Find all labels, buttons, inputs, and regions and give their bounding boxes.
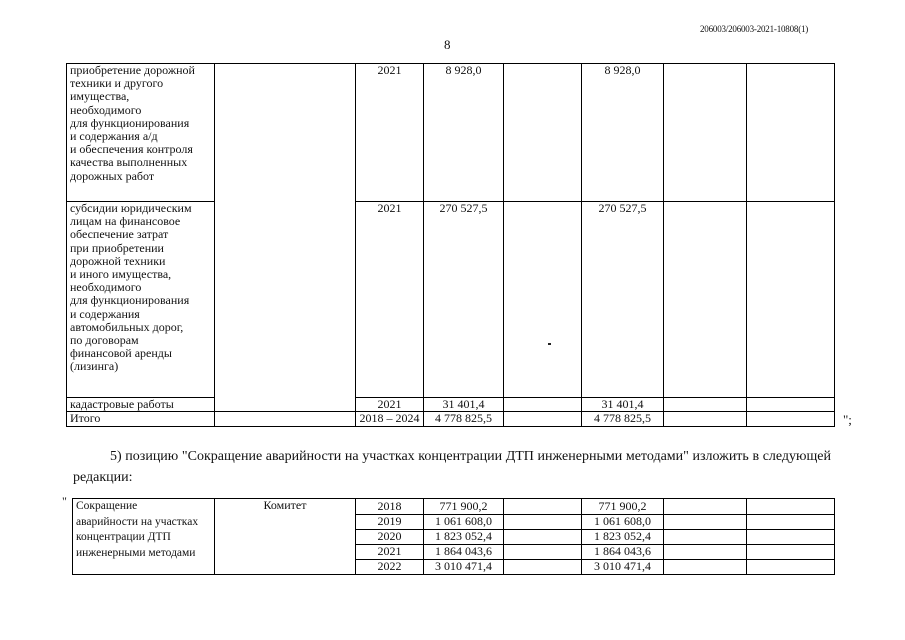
year-cell: 2018 – 2024 [356,412,424,427]
value-cell [747,499,835,515]
value-cell [664,530,747,545]
value-cell [664,64,747,202]
value-cell [504,560,582,575]
item-name-line: финансовой аренды [70,346,172,361]
value-cell [664,412,747,427]
value-cell [504,545,582,560]
item-name-line: по договорам [70,333,139,348]
total-cell: 771 900,2 [424,499,504,515]
item-name-line: и содержания [70,306,140,321]
funding-table-continued [66,63,835,427]
item-name-line: дорожных работ [70,168,155,183]
value-cell [664,398,747,412]
table-row [67,64,835,202]
table-row [73,499,835,515]
value-cell [504,499,582,515]
item-name-cell: Итого [67,412,215,427]
item-name-line: аварийности на участках [76,515,199,528]
executor-cell [215,64,356,412]
item-name-line: и содержания а/д [70,129,158,144]
year-cell: 2021 [356,398,424,412]
item-name-cell [67,202,215,398]
value-cell: 8 928,0 [582,64,664,202]
year-cell: 2022 [356,560,424,575]
value-cell: 1 061 608,0 [582,515,664,530]
value-cell: 270 527,5 [582,202,664,398]
item-name-line: лицам на финансовое [70,214,181,229]
year-cell: 2021 [356,545,424,560]
value-cell [664,499,747,515]
executor-cell: Комитет [215,499,356,575]
value-cell: 1 864 043,6 [582,545,664,560]
value-cell [747,560,835,575]
value-cell [504,515,582,530]
total-cell: 4 778 825,5 [424,412,504,427]
scan-speck [548,343,551,345]
value-cell [504,530,582,545]
item-name-line: техники и другого [70,76,164,91]
item-name-line: качества выполненных [70,155,188,170]
table-row [67,202,835,398]
value-cell [664,515,747,530]
item-name-line: имущества, [70,89,130,104]
value-cell [747,398,835,412]
item-name-line: автомобильных дорог, [70,319,184,334]
value-cell [747,202,835,398]
total-cell: 1 061 608,0 [424,515,504,530]
value-cell [504,202,582,398]
item-name-line: и обеспечения контроля [70,142,193,157]
total-cell: 1 823 052,4 [424,530,504,545]
item-name-line: инженерными методами [76,546,196,559]
total-cell: 3 010 471,4 [424,560,504,575]
value-cell [664,202,747,398]
total-cell: 8 928,0 [424,64,504,202]
value-cell [504,398,582,412]
item-name-line: для функционирования [70,115,190,130]
item-name-line: Сокращение [76,500,138,512]
closing-quote-mark: "; [843,412,852,427]
value-cell [664,545,747,560]
item-name-line: для функционирования [70,293,190,308]
value-cell [747,412,835,427]
value-cell [664,560,747,575]
opening-quote-mark: " [62,494,67,508]
year-cell: 2021 [356,202,424,398]
item-name-line: при приобретении [70,240,164,255]
item-name-line: обеспечение затрат [70,227,169,242]
value-cell [747,530,835,545]
item-name-line: дорожной техники [70,253,166,268]
item-name-cell [73,499,215,575]
value-cell [747,545,835,560]
instruction-paragraph [73,446,831,488]
document-id: 206003/206003-2021-10808(1) [700,24,809,34]
page-number: 8 [444,37,451,52]
value-cell [504,64,582,202]
value-cell [504,412,582,427]
value-cell: 3 010 471,4 [582,560,664,575]
item-name-cell: кадастровые работы [67,398,215,412]
year-cell: 2019 [356,515,424,530]
item-name-line: концентрации ДТП [76,531,171,543]
item-name-line: необходимого [70,102,142,117]
executor-cell [215,412,356,427]
item-name-line: и иного имущества, [70,267,172,282]
item-name-line: (лизинга) [70,359,119,374]
year-cell: 2018 [356,499,424,515]
total-cell: 31 401,4 [424,398,504,412]
year-cell: 2020 [356,530,424,545]
value-cell [747,64,835,202]
total-cell: 270 527,5 [424,202,504,398]
total-cell: 1 864 043,6 [424,545,504,560]
item-name-line: приобретение дорожной [70,63,195,77]
value-cell [747,515,835,530]
table-row [67,398,835,412]
paragraph-text: 5) позицию "Сокращение аварийности на участках концентрации ДТП инженерными методами" изложить в следующей редакции: [73,449,831,485]
value-cell: 4 778 825,5 [582,412,664,427]
funding-table-new-position [72,498,835,575]
value-cell: 31 401,4 [582,398,664,412]
value-cell: 771 900,2 [582,499,664,515]
year-cell: 2021 [356,64,424,202]
item-name-cell [67,64,215,202]
item-name-line: субсидии юридическим [70,201,192,215]
table-row [67,412,835,427]
item-name-line: необходимого [70,280,142,295]
value-cell: 1 823 052,4 [582,530,664,545]
